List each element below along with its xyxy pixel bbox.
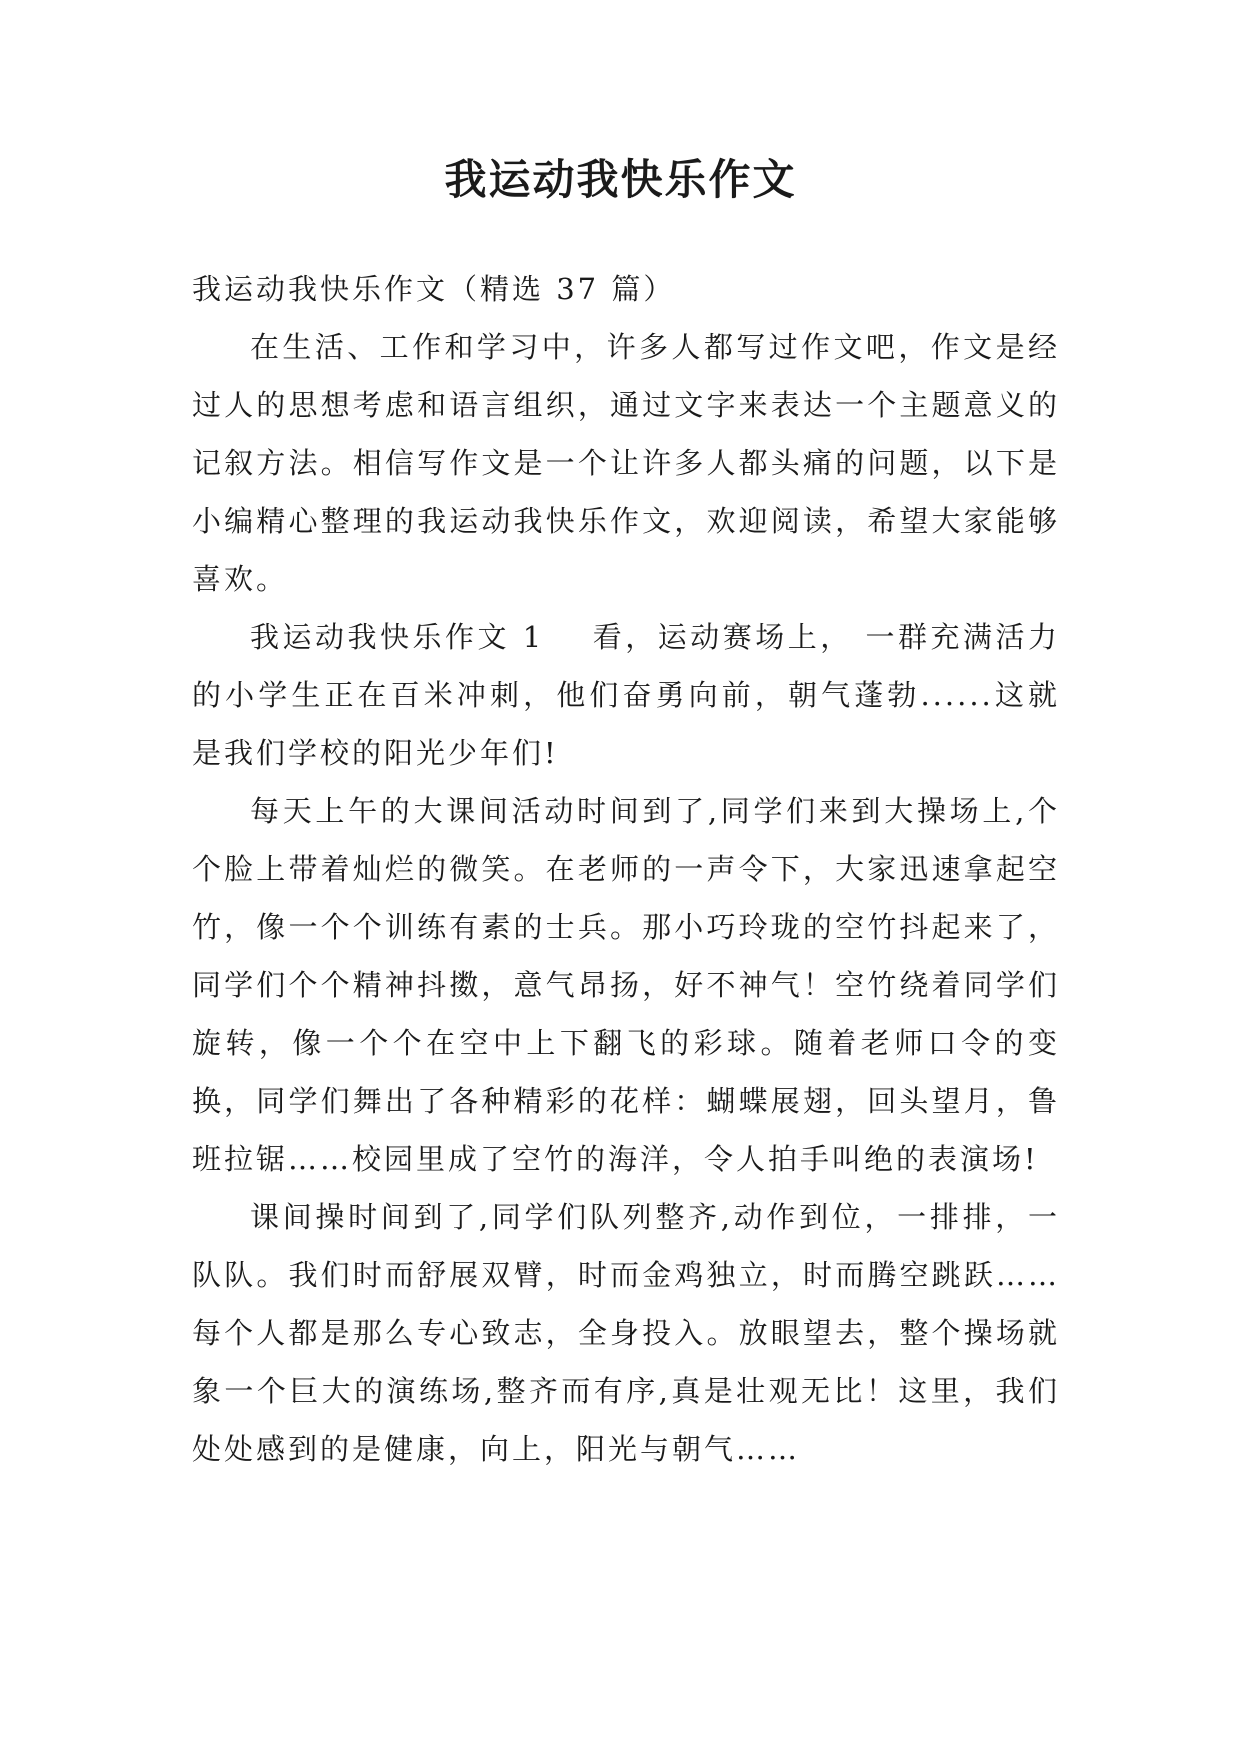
- essay-1-opening: 看，运动赛场上， 一群充满活力的小学生正在百米冲刺，他们奋勇向前，朝气蓬勃......这就是我们学校的阳光少年们!: [192, 620, 1060, 770]
- essay-1-heading: 我运动我快乐作文 1: [250, 620, 545, 654]
- document-title: 我运动我快乐作文: [444, 155, 797, 204]
- body-paragraph-2: 每天上午的大课间活动时间到了,同学们来到大操场上,个个脸上带着灿烂的微笑。在老师的一声令下，大家迅速拿起空竹，像一个个训练有素的士兵。那小巧玲珑的空竹抖起来了，同学们个个精神抖擞，意气昂扬，好不神气！空竹绕着同学们旋转，像一个个在空中上下翻飞的彩球。随着老师口令的变换，同学们舞出了各种精彩的花样：蝴蝶展翅，回头望月，鲁班拉锯……校园里成了空竹的海洋，令人拍手叫绝的表演场!: [192, 794, 1060, 1176]
- body-paragraph-3: 课间操时间到了,同学们队列整齐,动作到位，一排排，一队队。我们时而舒展双臂，时而金鸡独立，时而腾空跳跃……每个人都是那么专心致志，全身投入。放眼望去，整个操场就象一个巨大的演练场,整齐而有序,真是壮观无比！这里，我们处处感到的是健康，向上，阳光与朝气……: [192, 1200, 1060, 1466]
- essay-1-paragraph: [192, 608, 1060, 782]
- document-subtitle: 我运动我快乐作文（精选 37 篇）: [192, 272, 676, 306]
- document-body: [192, 260, 1060, 1478]
- intro-paragraph: 在生活、工作和学习中，许多人都写过作文吧，作文是经过人的思想考虑和语言组织，通过文字来表达一个主题意义的记叙方法。相信写作文是一个让许多人都头痛的问题，以下是小编精心整理的我运动我快乐作文，欢迎阅读，希望大家能够喜欢。: [192, 330, 1060, 596]
